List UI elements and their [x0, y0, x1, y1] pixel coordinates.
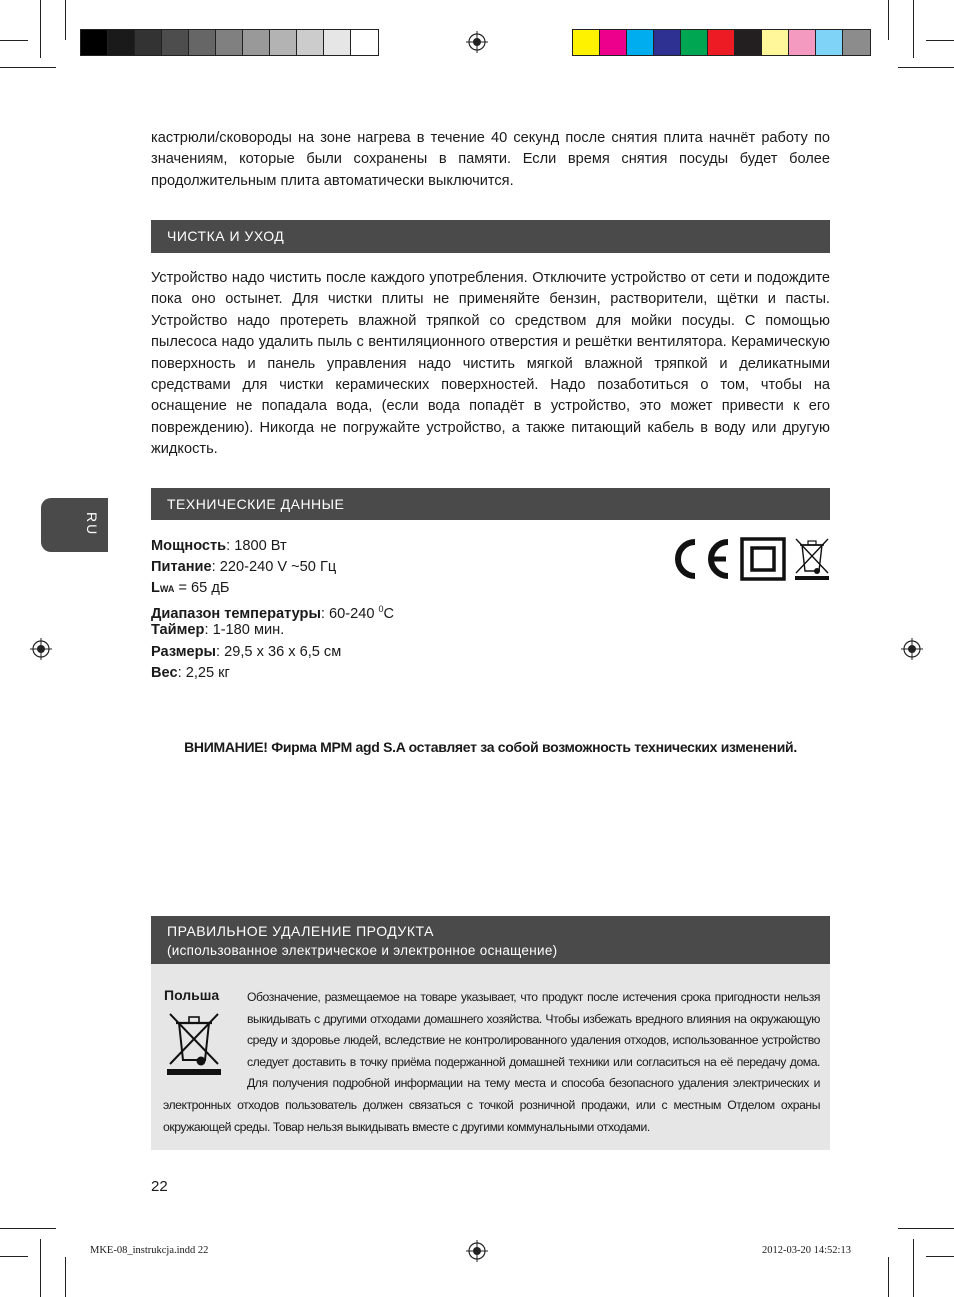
color-swatch	[627, 30, 654, 55]
spec-value: : 1800 Вт	[226, 538, 287, 554]
disposal-text: Обозначение, размещаемое на товаре указывает, что продукт после истечения срока пригодности нельзя выкидывать с другими отходами домашнего хозяйства. Чтобы избежать вредного влияния на окружающую среду и здоровье людей, вследствие не контролированного удаления отходов, использованное устройство следует доставить в точку приёма подержанной домашней техники или согласиться на её передачу дома. Для получения подробной информации на тему места и способа безопасного удаления электрических и электронных отходов пользователь должен связаться с точкой розничной продажи, или с местным Отделом охраны окружающей среды. Товар нельзя выкидывать вместе с другими коммунальными отходами.	[163, 990, 820, 1134]
spec-value: = 65 дБ	[174, 580, 230, 596]
color-swatch	[789, 30, 816, 55]
color-swatch	[216, 30, 243, 55]
weee-bin-icon	[165, 1008, 223, 1076]
registration-mark-icon	[901, 638, 923, 660]
warning-notice: ВНИМАНИЕ! Фирма MPM agd S.A оставляет за собой возможность технических изменений.	[184, 739, 797, 755]
ce-mark-icon	[668, 537, 732, 581]
spec-label: L	[151, 580, 160, 596]
cleaning-heading: ЧИСТКА И УХОД	[167, 228, 285, 244]
spec-noise	[151, 578, 229, 600]
color-swatch	[681, 30, 708, 55]
disposal-heading-bar	[151, 916, 830, 964]
color-swatch	[162, 30, 189, 55]
color-swatch	[108, 30, 135, 55]
disposal-heading: ПРАВИЛЬНОЕ УДАЛЕНИЕ ПРОДУКТА	[167, 923, 434, 939]
spec-power	[151, 536, 287, 557]
color-swatch	[297, 30, 324, 55]
page-number: 22	[151, 1178, 168, 1195]
spec-label-sub: WA	[159, 584, 175, 594]
registration-mark-icon	[30, 638, 52, 660]
spec-degree: 0	[378, 604, 384, 614]
color-swatch	[573, 30, 600, 55]
color-swatch	[351, 30, 378, 55]
color-swatch	[270, 30, 297, 55]
double-insulation-icon	[740, 537, 786, 581]
spec-supply	[151, 557, 336, 578]
spec-value: : 2,25 кг	[177, 665, 230, 681]
grayscale-color-bar	[80, 29, 379, 56]
color-swatch	[762, 30, 789, 55]
spec-label: Таймер	[151, 622, 205, 638]
disposal-paragraph	[163, 987, 820, 1138]
color-swatch	[654, 30, 681, 55]
color-swatch	[324, 30, 351, 55]
footer-timestamp: 2012-03-20 14:52:13	[762, 1245, 851, 1256]
color-swatch	[708, 30, 735, 55]
color-swatch	[243, 30, 270, 55]
color-swatch	[735, 30, 762, 55]
registration-mark-icon	[466, 31, 488, 53]
spec-size	[151, 642, 341, 663]
language-tab-label: RU	[84, 512, 100, 537]
spec-unit: C	[383, 605, 395, 622]
spec-label: Вес	[151, 665, 178, 681]
spec-label: Размеры	[151, 644, 217, 660]
color-swatch	[600, 30, 627, 55]
spec-weight	[151, 663, 230, 684]
spec-value: : 220-240 V ~50 Гц	[211, 559, 337, 575]
disposal-country: Польша	[164, 987, 220, 1003]
color-swatch	[843, 30, 870, 55]
spec-value: : 60-240	[320, 605, 379, 622]
color-swatch	[81, 30, 108, 55]
registration-mark-icon	[466, 1240, 488, 1262]
color-swatch	[135, 30, 162, 55]
spec-timer	[151, 620, 284, 641]
tech-heading-bar	[151, 488, 830, 520]
color-swatch	[189, 30, 216, 55]
color-swatch	[816, 30, 843, 55]
cleaning-paragraph: Устройство надо чистить после каждого употребления. Отключите устройство от сети и подождите пока оно остынет. Для чистки плиты не применяйте бензин, растворители, щётки и пасты. Устройство надо протереть влажной тряпкой со средством для мойки посуды. С помощью пылесоса надо удалить пыль с вентиляционного отверстия и решётки вентилятора. Керамическую поверхность и панель управления надо чистить мягкой влажной тряпкой и деликатными средствами для чистки керамических поверхностей. Надо позаботиться о том, чтобы на оснащение не попадала вода, (если вода попадёт в устройство, это может привести к его повреждению). Никогда не погружайте устройство, а также питающий кабель в воду или другую жидкость.	[151, 270, 830, 458]
process-color-bar	[572, 29, 871, 56]
footer-filename: MKE-08_instrukcja.indd 22	[90, 1245, 209, 1256]
intro-paragraph: кастрюли/сковороды на зоне нагрева в течение 40 секунд после снятия плита начнёт работу по значениям, которые были сохранены в памяти. Если время снятия посуды будет более продолжительным плита автоматически выключится.	[151, 130, 830, 189]
spec-label: Питание	[151, 559, 212, 575]
disposal-subheading: (использованное электрическое и электронное оснащение)	[167, 943, 558, 958]
spec-label: Диапазон температуры	[151, 605, 321, 622]
weee-bin-icon	[793, 535, 831, 581]
spec-label: Мощность	[151, 538, 227, 554]
spec-value: : 1-180 мин.	[204, 622, 285, 638]
cleaning-heading-bar	[151, 220, 830, 253]
tech-heading: ТЕХНИЧЕСКИЕ ДАННЫЕ	[167, 496, 345, 512]
spec-value: : 29,5 x 36 x 6,5 см	[216, 644, 342, 660]
